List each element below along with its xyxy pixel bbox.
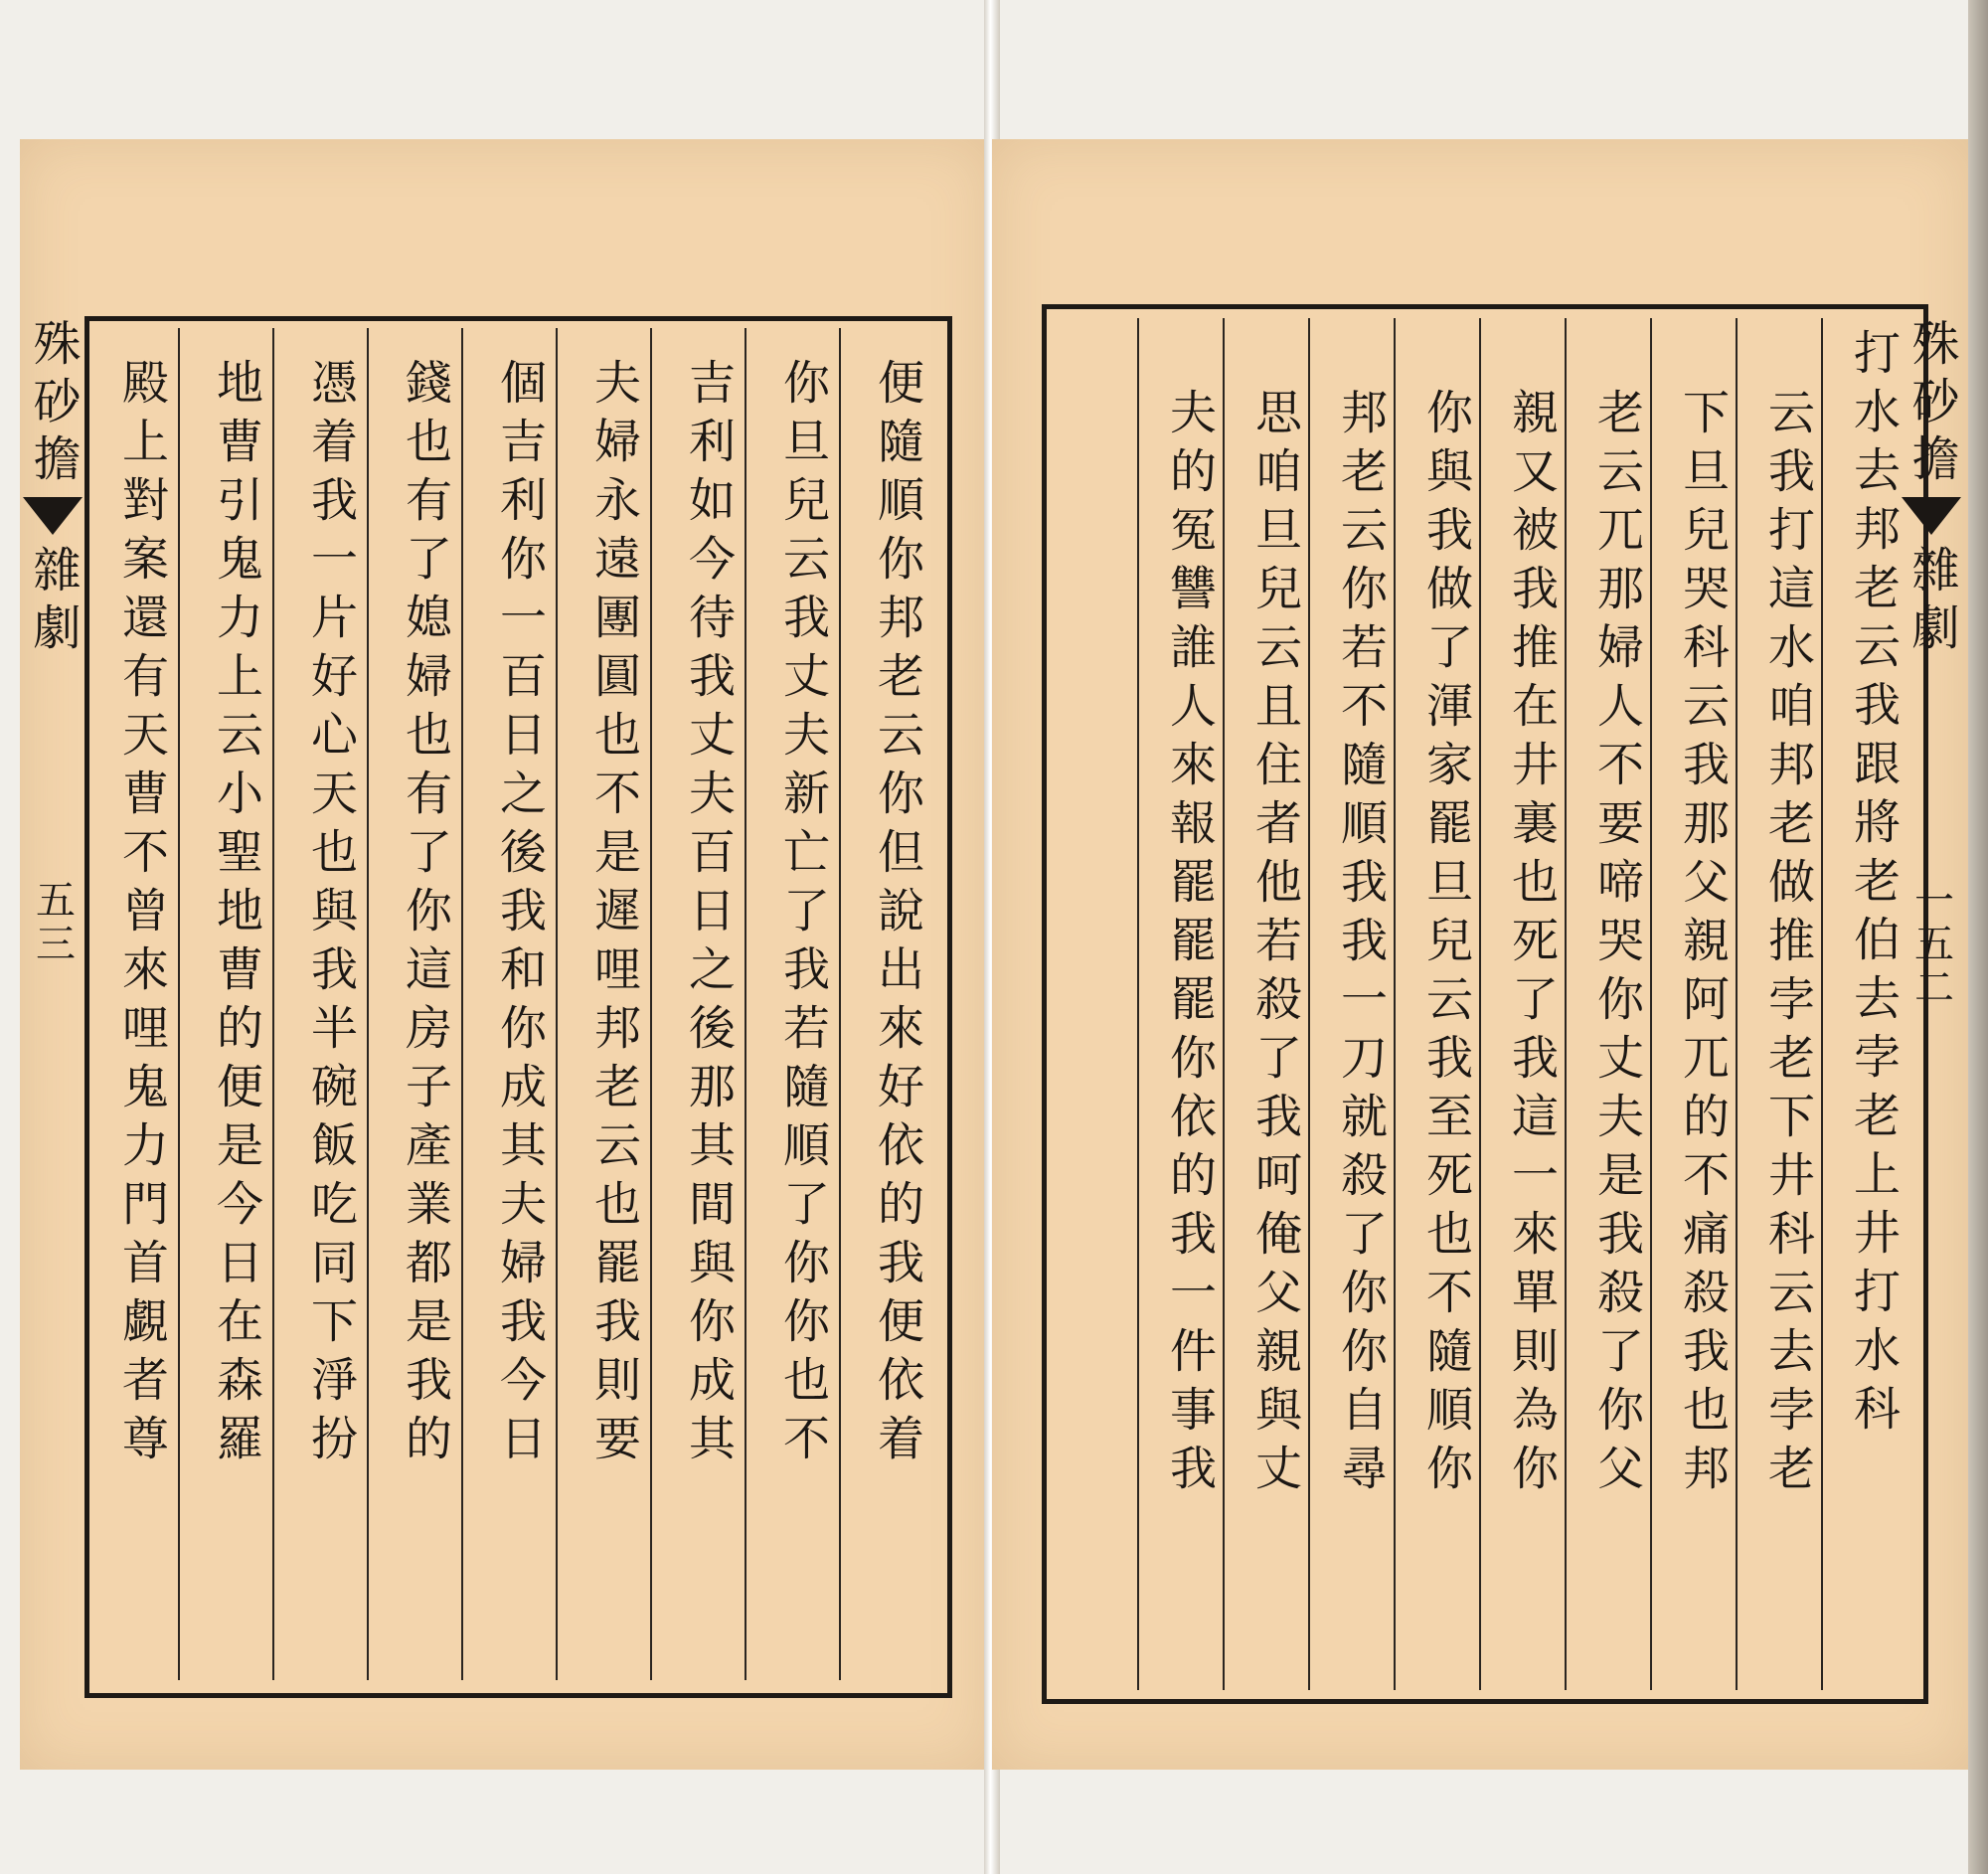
text-column-4 bbox=[581, 358, 645, 1472]
column-text: 下旦兒哭科云我那父親阿兀的不痛殺我也邦 bbox=[1675, 388, 1730, 1502]
fishtail-mark-icon bbox=[1902, 497, 1961, 535]
column-rule bbox=[1821, 318, 1823, 1690]
text-column-9 bbox=[109, 358, 173, 1472]
column-rule bbox=[1137, 318, 1139, 1690]
column-text: 夫婦永遠團圓也不是遲哩邦老云也罷我則要 bbox=[586, 358, 641, 1472]
fold-title: 殊砂擔 bbox=[1904, 318, 1959, 491]
column-rule bbox=[1479, 318, 1481, 1690]
column-rule bbox=[367, 328, 369, 1680]
text-column-6 bbox=[1413, 388, 1477, 1502]
column-rule bbox=[745, 328, 746, 1680]
column-text: 個吉利你一百日之後我和你成其夫婦我今日 bbox=[492, 358, 547, 1472]
column-rule bbox=[1394, 318, 1396, 1690]
column-rule bbox=[839, 328, 841, 1680]
text-column-3 bbox=[676, 358, 740, 1472]
left-fold-column bbox=[22, 318, 83, 966]
column-text: 云我打這水咱邦老做推孛老下井科云去孛老 bbox=[1760, 388, 1815, 1502]
text-column-8 bbox=[1242, 388, 1306, 1502]
text-column-5 bbox=[487, 358, 551, 1472]
text-column-6 bbox=[393, 358, 456, 1472]
column-text: 親又被我推在井裏也死了我這一來單則為你 bbox=[1504, 388, 1559, 1502]
column-rule bbox=[1736, 318, 1738, 1690]
text-column-7 bbox=[298, 358, 362, 1472]
text-column-1 bbox=[865, 358, 928, 1472]
book-edge bbox=[1968, 0, 1988, 1874]
text-column-9 bbox=[1157, 388, 1221, 1502]
text-column-3 bbox=[1670, 388, 1734, 1502]
column-rule bbox=[1565, 318, 1567, 1690]
text-column-2 bbox=[1755, 388, 1819, 1502]
column-text: 打水去邦老云我跟將老伯去孛老上井打水科 bbox=[1846, 328, 1901, 1443]
column-text: 邦老云你若不隨順我我一刀就殺了你你自尋 bbox=[1333, 388, 1388, 1502]
text-column-5 bbox=[1499, 388, 1563, 1502]
column-rule bbox=[650, 328, 652, 1680]
column-rule bbox=[461, 328, 463, 1680]
column-rule bbox=[1223, 318, 1225, 1690]
column-rule bbox=[272, 328, 274, 1680]
column-text: 你旦兒云我丈夫新亡了我若隨順了你你也不 bbox=[775, 358, 830, 1472]
column-text: 地曹引鬼力上云小聖地曹的便是今日在森羅 bbox=[209, 358, 263, 1472]
column-text: 錢也有了媳婦也有了你這房子產業都是我的 bbox=[398, 358, 452, 1472]
column-rule bbox=[1650, 318, 1652, 1690]
fold-folio: 一五二 bbox=[1907, 879, 1954, 1010]
column-rule bbox=[556, 328, 558, 1680]
column-text: 憑着我一片好心天也與我半碗飯吃同下淨扮 bbox=[303, 358, 358, 1472]
column-text: 思咱旦兒云且住者他若殺了我呵俺父親與丈 bbox=[1247, 388, 1302, 1502]
text-column-4 bbox=[1584, 388, 1648, 1502]
text-column-8 bbox=[204, 358, 267, 1472]
fishtail-mark-icon bbox=[23, 497, 83, 535]
fold-section: 雜劇 bbox=[1904, 545, 1959, 660]
column-rule bbox=[1308, 318, 1310, 1690]
fold-section: 雜劇 bbox=[25, 545, 81, 660]
column-text: 老云兀那婦人不要啼哭你丈夫是我殺了你父 bbox=[1589, 388, 1644, 1502]
column-text: 便隨順你邦老云你但說出來好依的我便依着 bbox=[870, 358, 924, 1472]
column-rule bbox=[178, 328, 180, 1680]
text-column-1 bbox=[1841, 328, 1905, 1443]
text-column-7 bbox=[1328, 388, 1392, 1502]
fold-title: 殊砂擔 bbox=[25, 318, 81, 491]
column-text: 吉利如今待我丈夫百日之後那其間與你成其 bbox=[681, 358, 736, 1472]
column-text: 夫的冤讐誰人來報罷罷罷你依的我一件事我 bbox=[1162, 388, 1217, 1502]
column-text: 你與我做了渾家罷旦兒云我至死也不隨順你 bbox=[1418, 388, 1473, 1502]
fold-folio: 五三 bbox=[29, 879, 76, 966]
right-fold-column bbox=[1901, 318, 1962, 1010]
text-column-2 bbox=[770, 358, 834, 1472]
column-text: 殿上對案還有天曹不曾來哩鬼力門首覷者尊 bbox=[114, 358, 169, 1472]
